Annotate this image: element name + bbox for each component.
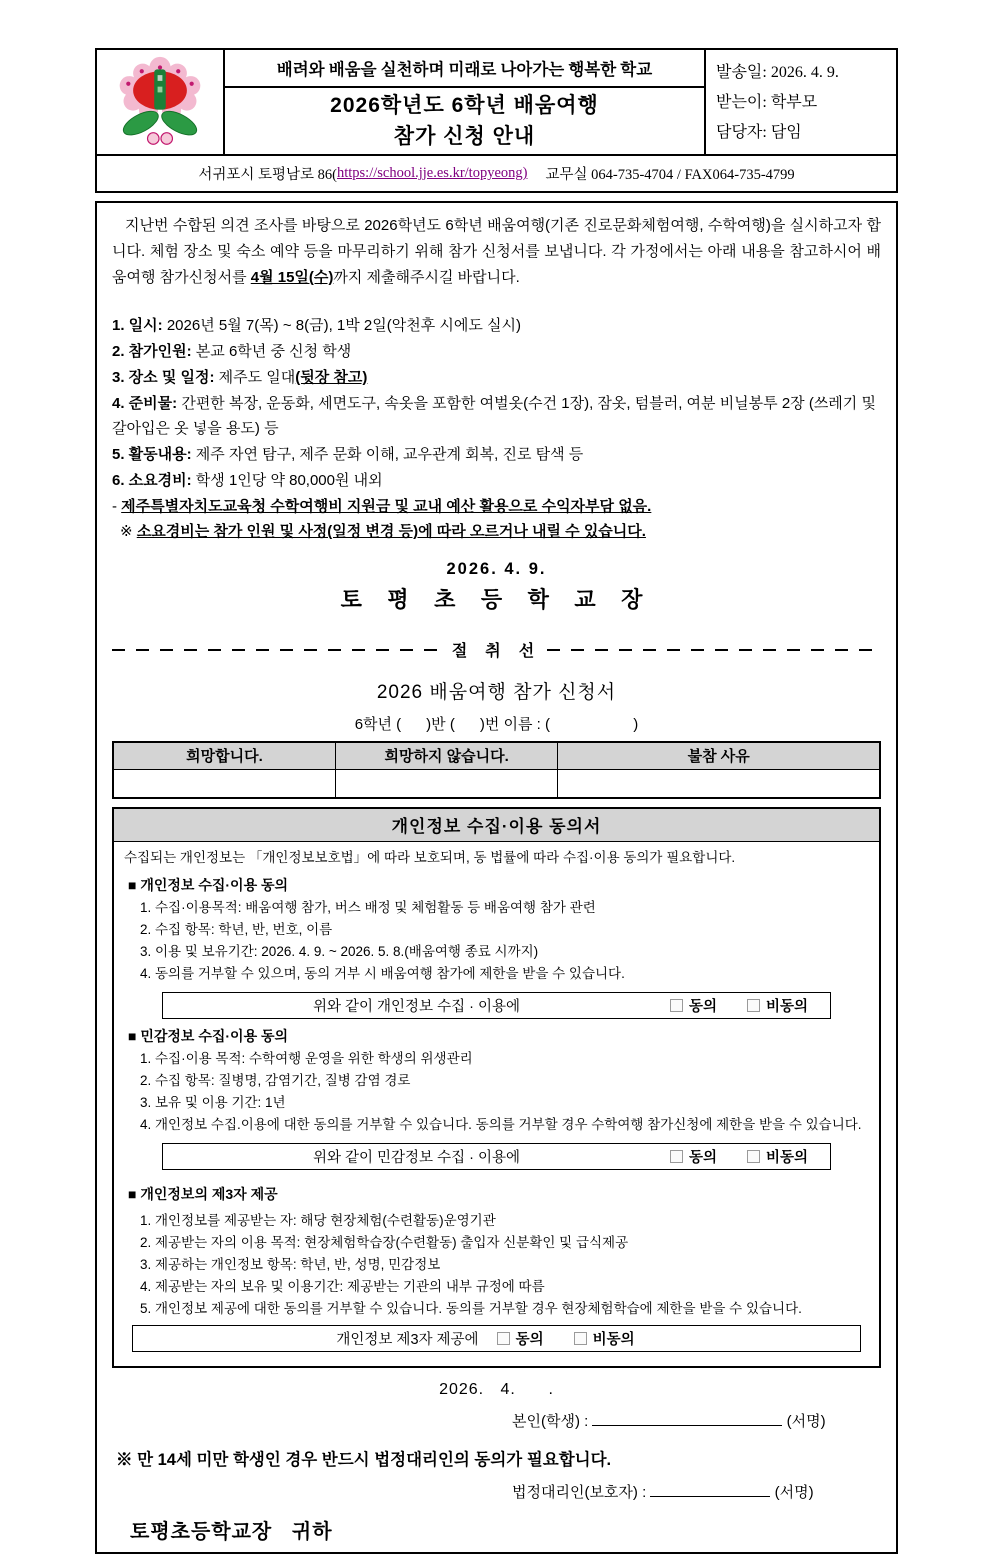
- address-contact: 교무실 064-735-4704 / FAX064-735-4799: [545, 167, 795, 183]
- funding-note: [112, 494, 881, 519]
- consent-s1-row-label: 위와 같이 개인정보 수집 · 이용에: [312, 999, 520, 1015]
- consent-s2-item: 1. 수집·이용 목적: 수학여행 운영을 위한 학생의 위생관리: [140, 1051, 473, 1066]
- item-date-label: 1. 일시:: [112, 317, 163, 334]
- consent-s2-items: [140, 1048, 869, 1136]
- school-address-bar: [95, 156, 898, 193]
- consent-s1-items: [140, 897, 869, 985]
- consent-s3-row-label: 개인정보 제3자 제공에: [336, 1332, 479, 1348]
- disagree-label: 비동의: [765, 1150, 808, 1166]
- consent-s2-item: 4. 개인정보 수집.이용에 대한 동의를 거부할 수 있습니다. 동의를 거부할 경우 수학여행 참가신청에 제한을 받을 수 있습니다.: [140, 1117, 862, 1132]
- consent-s3-item: 1. 개인정보를 제공받는 자: 해당 현장체험(수련활동)운영기관: [140, 1213, 496, 1228]
- school-website-link[interactable]: https://school.jje.es.kr/topyeong): [336, 165, 528, 181]
- agree-label: 동의: [515, 1332, 544, 1348]
- consent-s2-choices: [670, 1146, 808, 1167]
- cost-note-text: 소요경비는 참가 인원 및 사정(일정 변경 등)에 따라 오르거나 내릴 수 있습니다.: [136, 523, 646, 540]
- consent-s1-item: 4. 동의를 거부할 수 있으며, 동의 거부 시 배움여행 참가에 제한을 받을 수 있습니다.: [140, 966, 625, 981]
- consent-s2-disagree-option[interactable]: [747, 1146, 808, 1167]
- item-participants-text: 본교 6학년 중 신청 학생: [191, 343, 352, 360]
- consent-s1-choices: [670, 995, 808, 1016]
- item-cost: [112, 468, 881, 493]
- checkbox-icon[interactable]: [574, 1332, 587, 1345]
- item-place: [112, 365, 881, 390]
- agree-label: 동의: [688, 1150, 717, 1166]
- school-slogan: 배려와 배움을 실천하며 미래로 나아가는 행복한 학교: [225, 50, 704, 88]
- guardian-signature-field[interactable]: [650, 1483, 770, 1497]
- checkbox-icon[interactable]: [670, 999, 683, 1012]
- consent-s1-item: 2. 수집 항목: 학년, 반, 번호, 이름: [140, 922, 333, 937]
- student-signature-field[interactable]: [592, 1412, 782, 1426]
- consent-s2-row-label: 위와 같이 민감정보 수집 · 이용에: [312, 1150, 520, 1166]
- item-activities: [112, 442, 881, 467]
- consent-s2-agree-row: [162, 1143, 831, 1170]
- consent-s3-disagree-option[interactable]: [574, 1328, 635, 1349]
- consent-s3-item: 2. 제공받는 자의 이용 목적: 현장체험학습장(수련활동) 출입자 신분확인 및 급식제공: [140, 1235, 629, 1250]
- student-info-line[interactable]: 6학년 ( )반 ( )번 이름 : ( ): [354, 716, 639, 733]
- item-place-text: 제주도 일대: [214, 369, 296, 386]
- consent-intro: 수집되는 개인정보는 「개인정보보호법」에 따라 보호되며, 동 법률에 따라 수집·이용 동의가 필요합니다.: [124, 850, 736, 865]
- cut-line: [112, 638, 881, 661]
- checkbox-icon[interactable]: [670, 1150, 683, 1163]
- item-supplies-label: 4. 준비물:: [112, 395, 178, 412]
- consent-s3-items: [140, 1210, 869, 1320]
- disagree-label: 비동의: [592, 1332, 635, 1348]
- item-supplies: [112, 391, 881, 441]
- consent-s3-heading: ■ 개인정보의 제3자 제공: [128, 1186, 278, 1202]
- checkbox-icon[interactable]: [497, 1332, 510, 1345]
- item-activities-text: 제주 자연 탐구, 제주 문화 이해, 교우관계 회복, 진로 탐색 등: [191, 446, 584, 463]
- header-center: [225, 50, 704, 154]
- participation-choice-table: [112, 741, 881, 799]
- intro-text-2: 까지 제출해주시길 바랍니다.: [333, 269, 520, 286]
- consent-s2-agree-option[interactable]: [670, 1146, 717, 1167]
- consent-s1-disagree-option[interactable]: [747, 995, 808, 1016]
- consent-s2-item: 2. 수집 항목: 질병명, 감염기간, 질병 감염 경로: [140, 1073, 411, 1088]
- notice-title: [225, 88, 704, 154]
- application-form-title: 2026 배움여행 참가 신청서: [376, 682, 617, 703]
- intro-paragraph: [112, 213, 881, 291]
- consent-s2-item: 3. 보유 및 이용 기간: 1년: [140, 1095, 286, 1110]
- cut-line-label: 절 취 선: [451, 643, 542, 660]
- consent-s1-item: 3. 이용 및 보유기간: 2026. 4. 9. ~ 2026. 5. 8.(배움여행 종료 시까지): [140, 944, 539, 959]
- guardian-signature-line: [512, 1481, 881, 1502]
- principal-signature: 토 평 초 등 학 교 장: [340, 587, 653, 612]
- consent-s3-agree-row: [132, 1325, 861, 1352]
- item-place-label: 3. 장소 및 일정:: [112, 369, 215, 386]
- consent-s1-agree-option[interactable]: [670, 995, 717, 1016]
- choice-header-no-wish: 희망하지 않습니다.: [335, 742, 557, 769]
- consent-s1-agree-row: [162, 992, 831, 1019]
- cut-line-dash-right: [547, 649, 881, 651]
- item-supplies-text: 간편한 복장, 운동화, 세면도구, 속옷을 포함한 여벌옷(수건 1장), 잠옷, 텀블러, 여분 비닐봉투 2장 (쓰레기 및 갈아입은 옷 넣을 용도) 등: [112, 395, 876, 437]
- consent-s2-heading: ■ 민감정보 수집·이용 동의: [128, 1028, 289, 1044]
- funding-dash: -: [112, 498, 122, 515]
- item-cost-label: 6. 소요경비:: [112, 472, 192, 489]
- guardian-sign-suffix: (서명): [774, 1484, 814, 1501]
- agree-label: 동의: [688, 999, 717, 1015]
- header-send-info: [704, 50, 896, 154]
- choice-header-row: [113, 742, 880, 769]
- recipient: 받는이: 학부모: [716, 94, 818, 111]
- consent-s3-choices: [497, 1328, 635, 1349]
- consent-s3-item: 5. 개인정보 제공에 대한 동의를 거부할 수 있습니다. 동의를 거부할 경우 현장체험학습에 제한을 받을 수 있습니다.: [140, 1301, 802, 1316]
- choice-cell-wish[interactable]: [113, 769, 335, 798]
- choice-header-wish: 희망합니다.: [113, 742, 335, 769]
- choice-input-row: [113, 769, 880, 798]
- manager: 담당자: 담임: [716, 124, 802, 141]
- consent-title: 개인정보 수집·이용 동의서: [114, 809, 879, 842]
- cut-line-dash-left: [112, 649, 446, 651]
- notice-body: [95, 201, 898, 1554]
- deadline-highlight: 4월 15일(수): [250, 269, 334, 286]
- consent-s3-item: 3. 제공하는 개인정보 항목: 학년, 반, 성명, 민감정보: [140, 1257, 441, 1272]
- choice-cell-no-wish[interactable]: [335, 769, 557, 798]
- privacy-consent-box: [112, 807, 881, 1368]
- item-place-ref: (뒷장 참고): [295, 369, 368, 386]
- student-signature-label: 본인(학생) :: [512, 1413, 593, 1430]
- choice-cell-reason[interactable]: [558, 769, 880, 798]
- consent-body: [114, 842, 879, 1366]
- consent-s3-item: 4. 제공받는 자의 보유 및 이용기간: 제공받는 기관의 내부 규정에 따름: [140, 1279, 545, 1294]
- addressed-to-principal: 토평초등학교장 귀하: [130, 1521, 333, 1543]
- item-cost-text: 학생 1인당 약 80,000원 내외: [191, 472, 383, 489]
- consent-s1-heading: ■ 개인정보 수집·이용 동의: [128, 877, 289, 893]
- consent-s1-item: 1. 수집·이용목적: 배움여행 참가, 버스 배정 및 체험활동 등 배움여행 참가 관련: [140, 900, 596, 915]
- intro-text-1: 지난번 수합된 의견 조사를 바탕으로 2026학년도 6학년 배움여행(기존 진로문화체험여행, 수학여행)을 실시하고자 합니다. 체험 장소 및 숙소 예약 등을 마무리하기 위해 참가 신청서를 보냅니다. 각 가정에서는 아래 내용을 참고하시어 배움여행 참가신청서를: [112, 217, 881, 286]
- consent-s3-agree-option[interactable]: [497, 1328, 544, 1349]
- cost-note-mark: ※: [120, 523, 137, 540]
- notice-title-line1: 2026학년도 6학년 배움여행: [330, 94, 599, 117]
- funding-note-text: 제주특별자치도교육청 수학여행비 지원금 및 교내 예산 활용으로 수익자부담 없음.: [121, 498, 652, 515]
- item-participants-label: 2. 참가인원:: [112, 343, 192, 360]
- announcement-date: 2026. 4. 9.: [446, 560, 547, 578]
- cost-change-note: [120, 519, 881, 544]
- address-prefix: 서귀포시 토평남로 86(: [198, 167, 337, 183]
- student-signature-line: [512, 1410, 881, 1431]
- disagree-label: 비동의: [765, 999, 808, 1015]
- minor-consent-note: ※ 만 14세 미만 학생인 경우 반드시 법정대리인의 동의가 필요합니다.: [116, 1451, 612, 1469]
- student-sign-suffix: (서명): [786, 1413, 826, 1430]
- school-logo: [97, 50, 225, 154]
- send-date: 발송일: 2026. 4. 9.: [716, 64, 839, 81]
- notice-items: [112, 313, 881, 544]
- notice-title-line2: 참가 신청 안내: [393, 125, 536, 148]
- checkbox-icon[interactable]: [747, 1150, 760, 1163]
- school-emblem-flower-icon: [112, 54, 208, 150]
- item-participants: [112, 339, 881, 364]
- signature-date: 2026. 4. .: [439, 1381, 554, 1398]
- header: [95, 48, 898, 156]
- checkbox-icon[interactable]: [747, 999, 760, 1012]
- item-date: [112, 313, 881, 338]
- item-date-text: 2026년 5월 7(목) ~ 8(금), 1박 2일(악천후 시에도 실시): [162, 317, 522, 334]
- item-activities-label: 5. 활동내용:: [112, 446, 192, 463]
- choice-header-reason: 불참 사유: [558, 742, 880, 769]
- guardian-signature-label: 법정대리인(보호자) :: [512, 1484, 651, 1501]
